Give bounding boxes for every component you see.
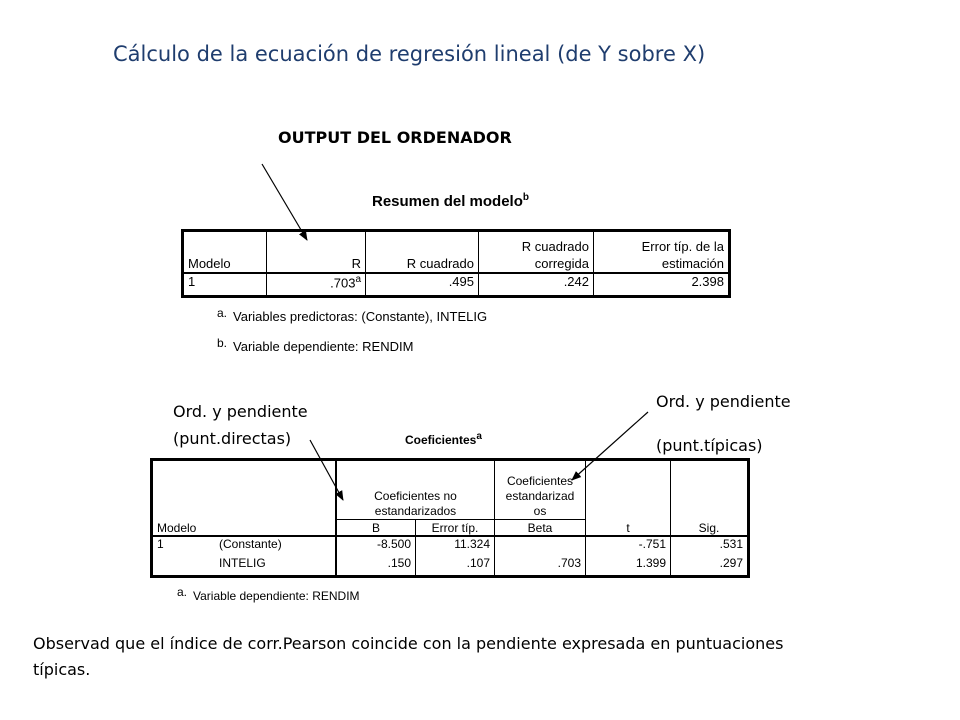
model-summary-title-sup: b (522, 192, 529, 203)
label-tipicas-line1: Ord. y pendiente (656, 392, 791, 411)
header-modelo: Modelo (152, 520, 337, 537)
label-directas-line2: (punt.directas) (173, 429, 292, 448)
arrow-output-to-r (262, 164, 307, 240)
label-directas-line1: Ord. y pendiente (173, 402, 308, 421)
arrow-tipicas-to-beta (572, 412, 648, 480)
footnote-a-mark: a. (217, 306, 228, 320)
cell-beta: .703 (495, 556, 586, 577)
output-label: OUTPUT DEL ORDENADOR (278, 128, 512, 147)
group1-line1: Coeficientes no (374, 489, 457, 503)
header-r2c-line1: R cuadrado (521, 239, 589, 254)
cell-b: .150 (336, 556, 416, 577)
cell-r-cuadrado-corregida: .242 (479, 273, 594, 297)
cell-modelo: 1 (183, 273, 267, 297)
cell-b: -8.500 (336, 536, 416, 556)
note-text: Observad que el índice de corr.Pearson coincide con la pendiente expresada en puntuaciones típicas. (33, 634, 784, 679)
header-err-line2: estimación (661, 256, 724, 271)
cell-sig: .531 (719, 537, 743, 551)
cell-t: -.751 (586, 536, 671, 556)
cell-t: 1.399 (586, 556, 671, 577)
header-r: R (267, 231, 366, 274)
group1-line2: estandarizados (374, 504, 457, 518)
cell-r-value: .703 (330, 275, 356, 291)
coefficients-title-text: Coeficientes (405, 433, 477, 447)
footnote-a-text: Variables predictoras: (Constante), INTELIG (233, 309, 488, 324)
cell-variable: (Constante) (215, 536, 336, 556)
header-t: t (586, 520, 671, 537)
arrow-directas-to-coef (310, 440, 343, 500)
header-r-cuadrado: R cuadrado (366, 231, 479, 274)
cell-variable: INTELIG (215, 556, 336, 577)
header-r2c-line2: corregida (534, 256, 589, 271)
coefficients-title-sup: a (476, 431, 482, 442)
page-title: Cálculo de la ecuación de regresión lineal (de Y sobre X) (113, 42, 706, 66)
header-beta: Beta (495, 520, 586, 537)
group2-line3: os (533, 504, 547, 518)
label-tipicas-line2: (punt.típicas) (656, 436, 763, 455)
header-error-tip: Error típ. (416, 520, 495, 537)
group2-line1: Coeficientes (506, 474, 574, 488)
footnote-b-text: Variable dependiente: RENDIM (233, 339, 414, 354)
coefficients-footnote-mark: a. (177, 585, 188, 599)
cell-error-estimacion: 2.398 (691, 274, 724, 289)
model-summary-title-text: Resumen del modelo (372, 193, 523, 210)
coefficients-footnote-text: Variable dependiente: RENDIM (193, 589, 360, 603)
cell-r-sup: a (355, 274, 361, 285)
group2-line2: estandarizad (505, 489, 575, 503)
header-sig: Sig. (671, 520, 749, 537)
header-modelo: Modelo (183, 231, 267, 274)
cell-modelo: 1 (157, 537, 164, 551)
cell-error-tip: 11.324 (416, 536, 495, 556)
header-err-line1: Error típ. de la (641, 239, 724, 254)
cell-error-tip: .107 (416, 556, 495, 577)
footnote-b-mark: b. (217, 336, 228, 350)
cell-sig: .297 (719, 556, 743, 570)
header-b: B (336, 520, 416, 537)
cell-r-cuadrado: .495 (366, 273, 479, 297)
